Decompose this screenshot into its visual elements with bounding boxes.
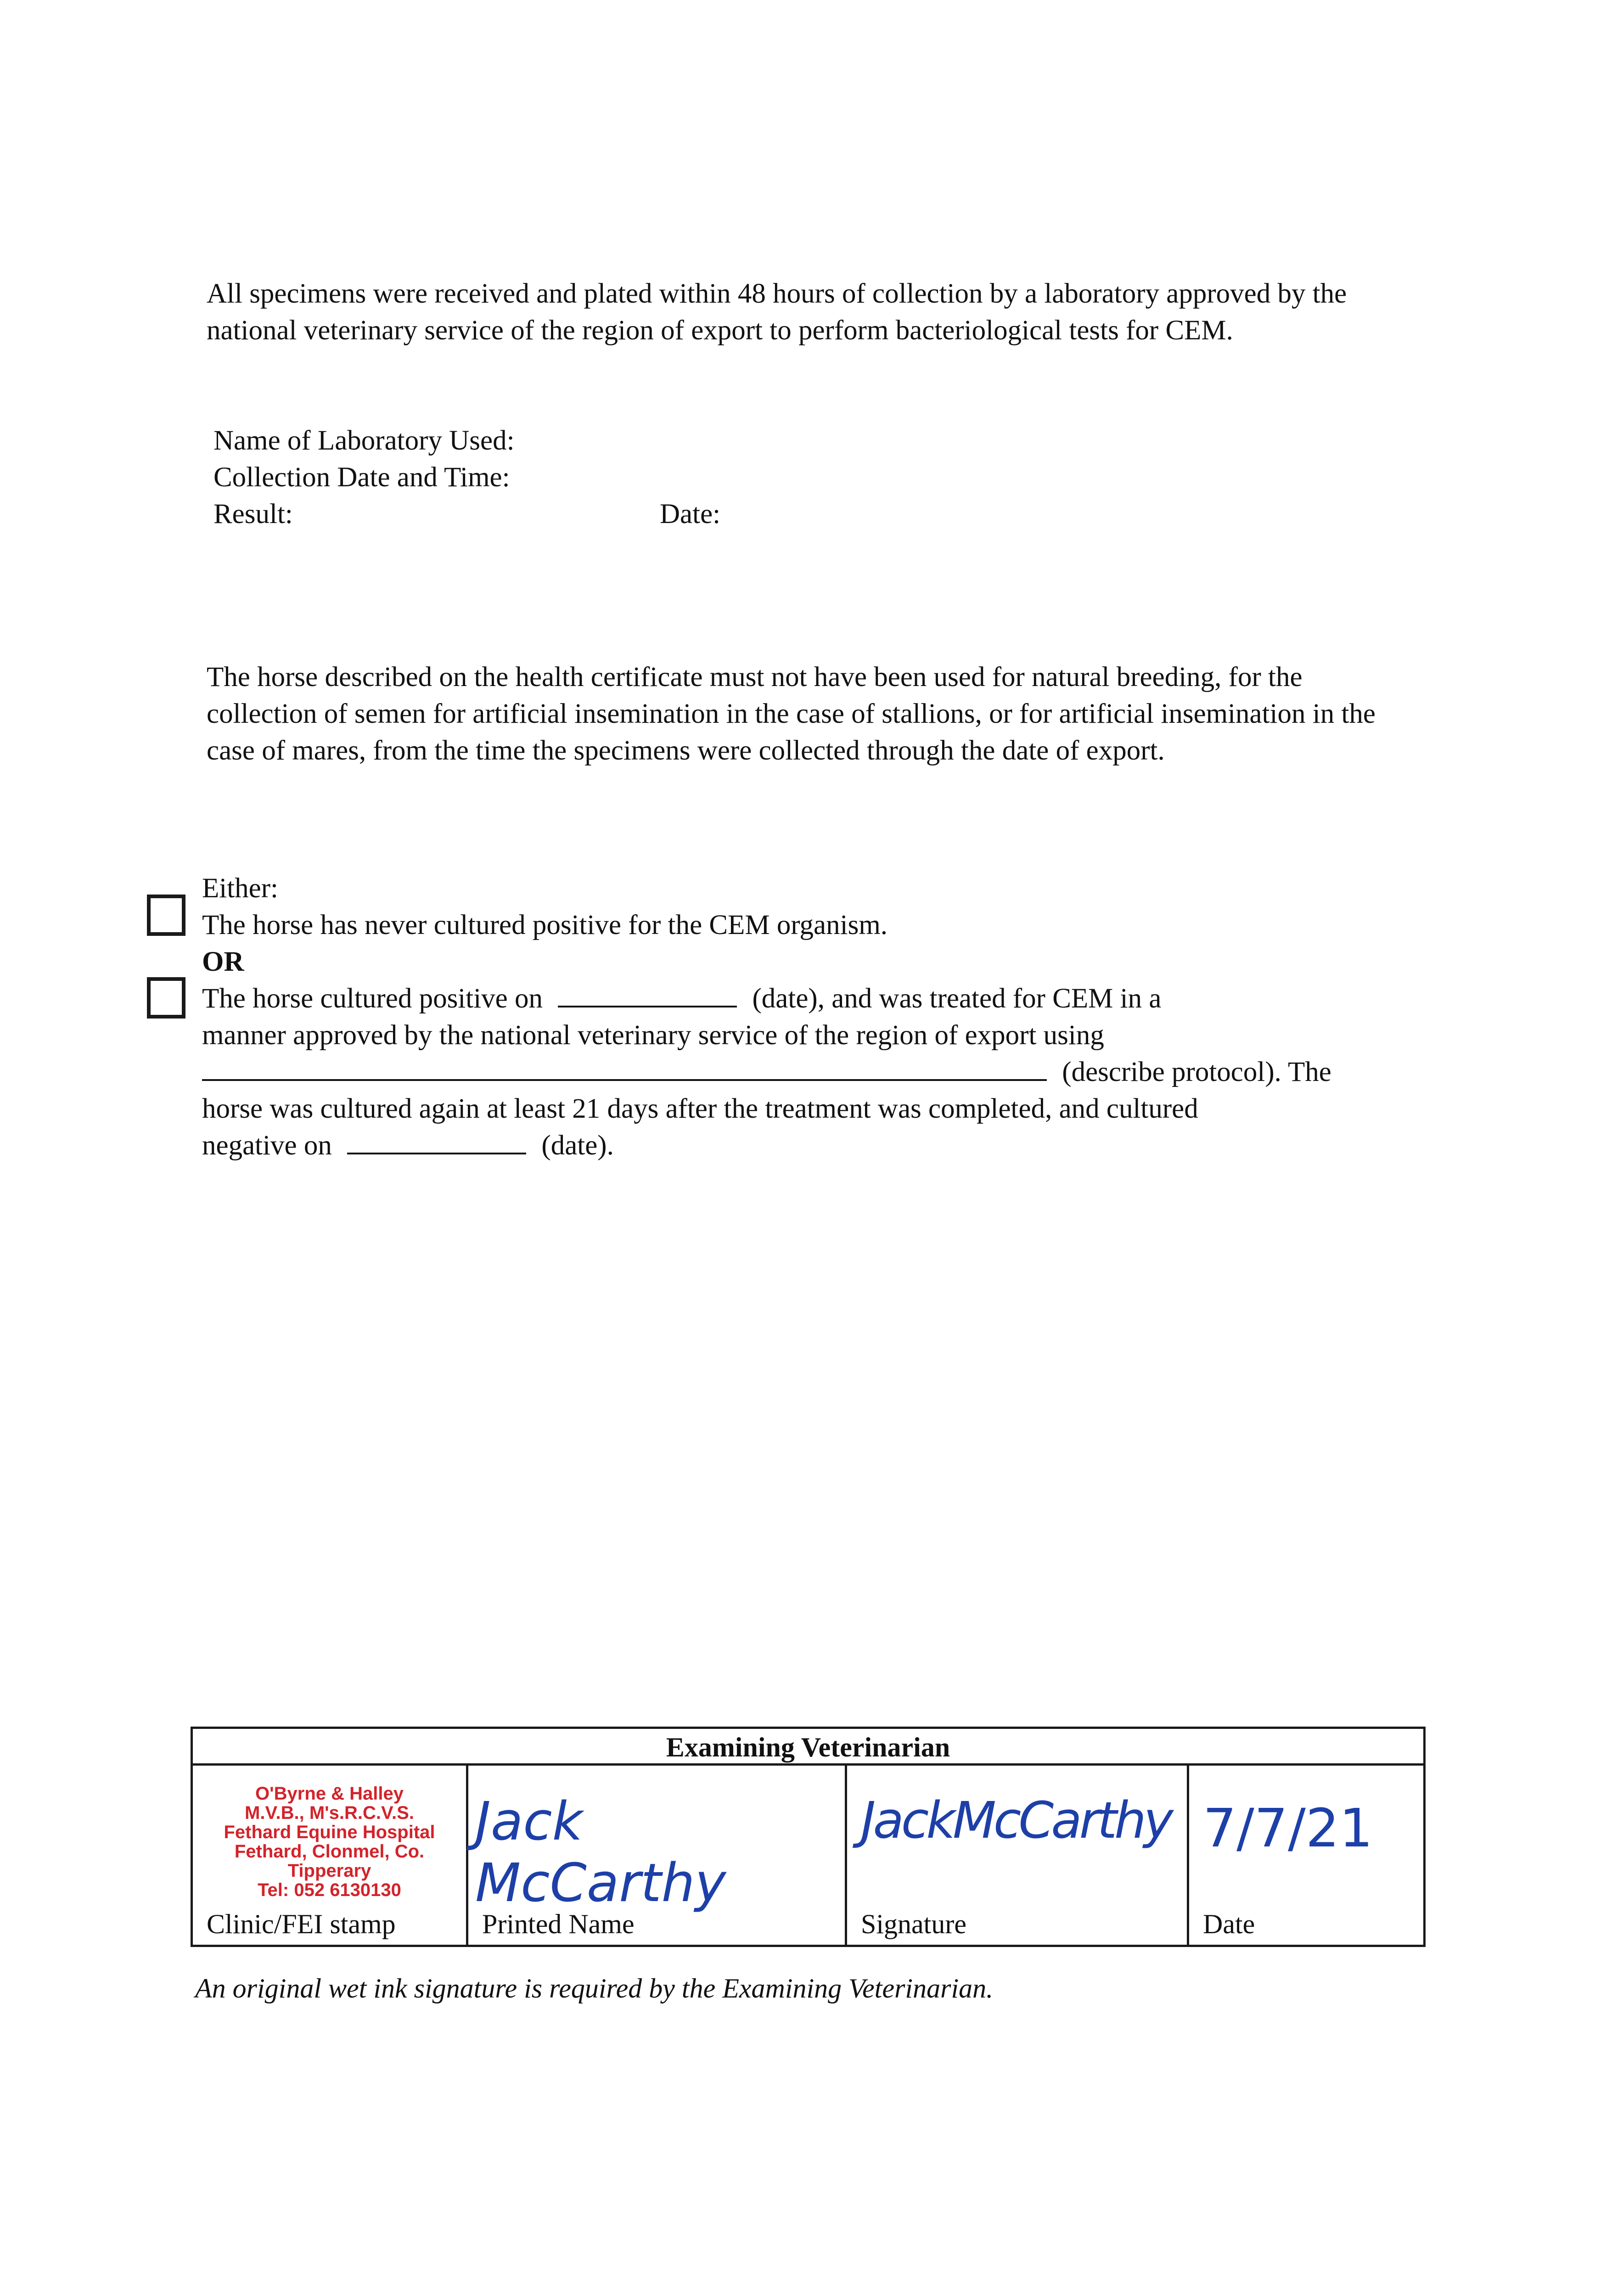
clinic-stamp-cell (193, 1766, 468, 1945)
signature-cell (847, 1766, 1189, 1945)
cultured-positive-checkbox[interactable] (147, 977, 185, 1019)
collection-date-label: Collection Date and Time: (213, 462, 510, 493)
printed-name-cell (468, 1766, 847, 1945)
signature-label: Signature (861, 1909, 966, 1939)
option-never-positive: The horse has never cultured positive for the CEM organism. (202, 910, 888, 940)
option-positive-line3 (202, 1054, 1331, 1091)
signature-footnote: An original wet ink signature is required by the Examining Veterinarian. (195, 1973, 994, 2003)
either-label: Either: (202, 873, 278, 904)
positive-line3-text: (describe protocol). The (1062, 1057, 1331, 1087)
examining-veterinarian-table (191, 1727, 1426, 1947)
clinic-stamp-label: Clinic/FEI stamp (207, 1909, 396, 1939)
option-positive-line1 (202, 980, 1161, 1017)
or-label: OR (202, 946, 244, 977)
option-positive-line2: manner approved by the national veterinary service of the region of export using (202, 1020, 1104, 1051)
date-label: Date (1203, 1909, 1255, 1939)
protocol-blank[interactable] (202, 1054, 1047, 1081)
positive-date-blank[interactable] (558, 980, 737, 1007)
clinic-stamp: O'Byrne & Halley M.V.B., M's.R.C.V.S. Fethard Equine Hospital Fethard, Clonmel, Co. Tipperary Tel: 052 6130130 (224, 1784, 435, 1900)
never-positive-checkbox[interactable] (147, 895, 185, 936)
breeding-statement: The horse described on the health certificate must not have been used for natural breeding, for the collection of semen for artificial insemination in the case of stallions, or for artificial insemination in the case of mares, from the time the specimens were collected through the date of export. (207, 662, 1376, 766)
intro-paragraph: All specimens were received and plated within 48 hours of collection by a laboratory approved by the national veterinary service of the region of export to perform bacteriological tests for CEM. (207, 278, 1347, 346)
printed-name-label: Printed Name (482, 1909, 635, 1939)
date-cell (1189, 1766, 1423, 1945)
negative-date-blank[interactable] (347, 1127, 526, 1154)
date-handwriting: 7/7/21 (1203, 1798, 1373, 1859)
printed-name-handwriting: Jack McCarthy (475, 1791, 726, 1914)
result-date-label: Date: (660, 499, 721, 529)
positive-line5-start: negative on (202, 1130, 332, 1161)
positive-line5-end: (date). (541, 1130, 614, 1161)
positive-line1-start: The horse cultured positive on (202, 983, 543, 1014)
positive-line1-end: (date), and was treated for CEM in a (752, 983, 1162, 1014)
signature-handwriting: JackMcCarthy (861, 1791, 1171, 1850)
option-positive-line4: horse was cultured again at least 21 days after the treatment was completed, and cultured (202, 1093, 1198, 1124)
option-positive-line5 (202, 1127, 614, 1164)
result-label: Result: (213, 499, 293, 529)
table-header: Examining Veterinarian (193, 1729, 1423, 1766)
lab-name-label: Name of Laboratory Used: (213, 425, 515, 456)
